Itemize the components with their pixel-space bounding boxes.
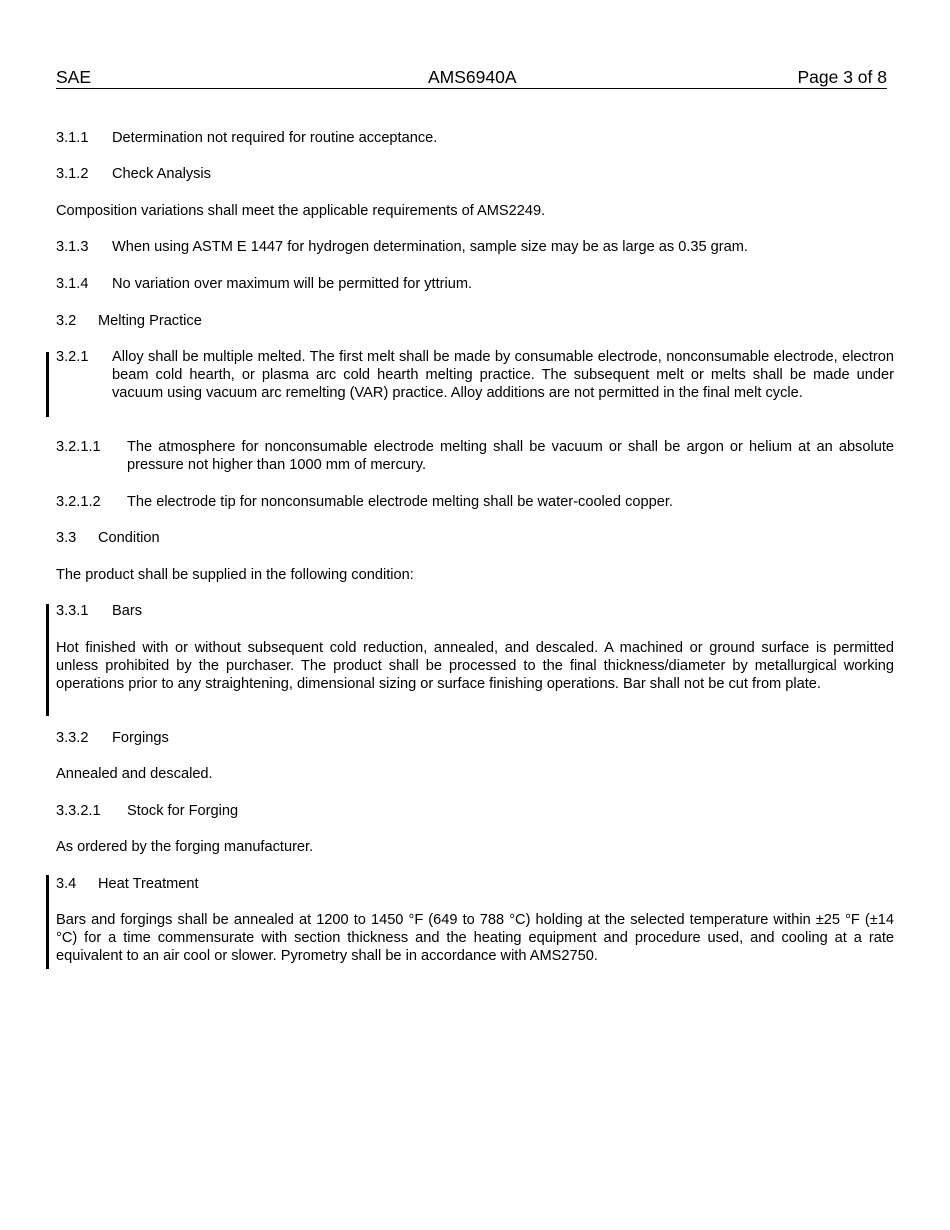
- section-number: 3.3.2: [56, 730, 89, 746]
- section-number: 3.3: [56, 530, 77, 546]
- header-org: SAE: [56, 67, 92, 87]
- section-3-3: [56, 529, 894, 547]
- paragraph-3-3-2: Annealed and descaled.: [56, 766, 213, 782]
- section-number: 3.1.3: [56, 239, 89, 255]
- section-text: Alloy shall be multiple melted. The first melt shall be made by consumable electrode, nonconsumable electrode, electron beam cold hearth, or plasma arc cold hearth melting practice. The subsequent melt or melts shall be made under vacuum using vacuum arc remelting (VAR) practice. Alloy additions are not permitted in the final melt cycle.: [112, 349, 894, 401]
- section-number: 3.4: [56, 876, 77, 892]
- section-heading: Bars: [112, 603, 143, 619]
- section-3-4: [56, 875, 894, 893]
- section-3-1-2: [56, 165, 894, 183]
- section-heading: Heat Treatment: [98, 876, 199, 892]
- paragraph-3-3: The product shall be supplied in the following condition:: [56, 567, 414, 583]
- section-3-3-2: [56, 729, 894, 747]
- revision-bar-3-3-1: [46, 604, 49, 716]
- section-number: 3.2.1: [56, 349, 89, 365]
- section-number: 3.1.1: [56, 130, 89, 146]
- paragraph-3-3-2-1: As ordered by the forging manufacturer.: [56, 839, 314, 855]
- section-3-2-1-2: [56, 493, 894, 511]
- section-3-1-4: [56, 275, 894, 293]
- header-doc-number: AMS6940A: [428, 67, 517, 87]
- revision-bar-3-2-1: [46, 352, 49, 417]
- paragraph-3-1-2: Composition variations shall meet the applicable requirements of AMS2249.: [56, 203, 546, 219]
- section-text: When using ASTM E 1447 for hydrogen determination, sample size may be as large as 0.35 gram.: [112, 239, 748, 255]
- section-heading: Stock for Forging: [127, 803, 239, 819]
- section-heading: Condition: [98, 530, 160, 546]
- section-heading: Forgings: [112, 730, 169, 746]
- header-page-number: Page 3 of 8: [797, 67, 887, 87]
- revision-bar-3-4: [46, 875, 49, 969]
- section-text: No variation over maximum will be permitted for yttrium.: [112, 276, 473, 292]
- section-3-2-1-1: [56, 438, 894, 474]
- section-3-1-3: [56, 238, 894, 256]
- section-number: 3.2: [56, 313, 77, 329]
- page-header: [56, 66, 887, 89]
- paragraph-3-4: Bars and forgings shall be annealed at 1200 to 1450 °F (649 to 788 °C) holding at the selected temperature within ±25 °F (±14 °C) for a time commensurate with section thickness and the heating equipment and procedure used, and cooling at a rate equivalent to an air cool or slower. Pyrometry shall be in accordance with AMS2750.: [56, 912, 894, 964]
- section-3-1-1: [56, 129, 894, 147]
- section-text: The electrode tip for nonconsumable electrode melting shall be water-cooled copper.: [127, 494, 673, 510]
- section-3-3-2-1: [56, 802, 894, 820]
- section-3-3-1: [56, 602, 894, 620]
- section-text: Determination not required for routine acceptance.: [112, 130, 438, 146]
- section-heading: Check Analysis: [112, 166, 211, 182]
- section-number: 3.3.2.1: [56, 803, 101, 819]
- paragraph-3-3-1: Hot finished with or without subsequent cold reduction, annealed, and descaled. A machined or ground surface is permitted unless prohibited by the purchaser. The product shall be processed to the final thickness/diameter by metallurgical working operations prior to any straightening, dimensional sizing or surface finishing operations. Bar shall not be cut from plate.: [56, 640, 894, 692]
- section-3-2-1: [56, 348, 894, 420]
- section-number: 3.2.1.2: [56, 494, 101, 510]
- section-number: 3.3.1: [56, 603, 89, 619]
- section-number: 3.1.2: [56, 166, 89, 182]
- section-heading: Melting Practice: [98, 313, 202, 329]
- section-number: 3.2.1.1: [56, 439, 101, 455]
- section-text: The atmosphere for nonconsumable electrode melting shall be vacuum or shall be argon or helium at an absolute pressure not higher than 1000 mm of mercury.: [127, 439, 894, 473]
- section-number: 3.1.4: [56, 276, 89, 292]
- section-3-2: [56, 312, 894, 330]
